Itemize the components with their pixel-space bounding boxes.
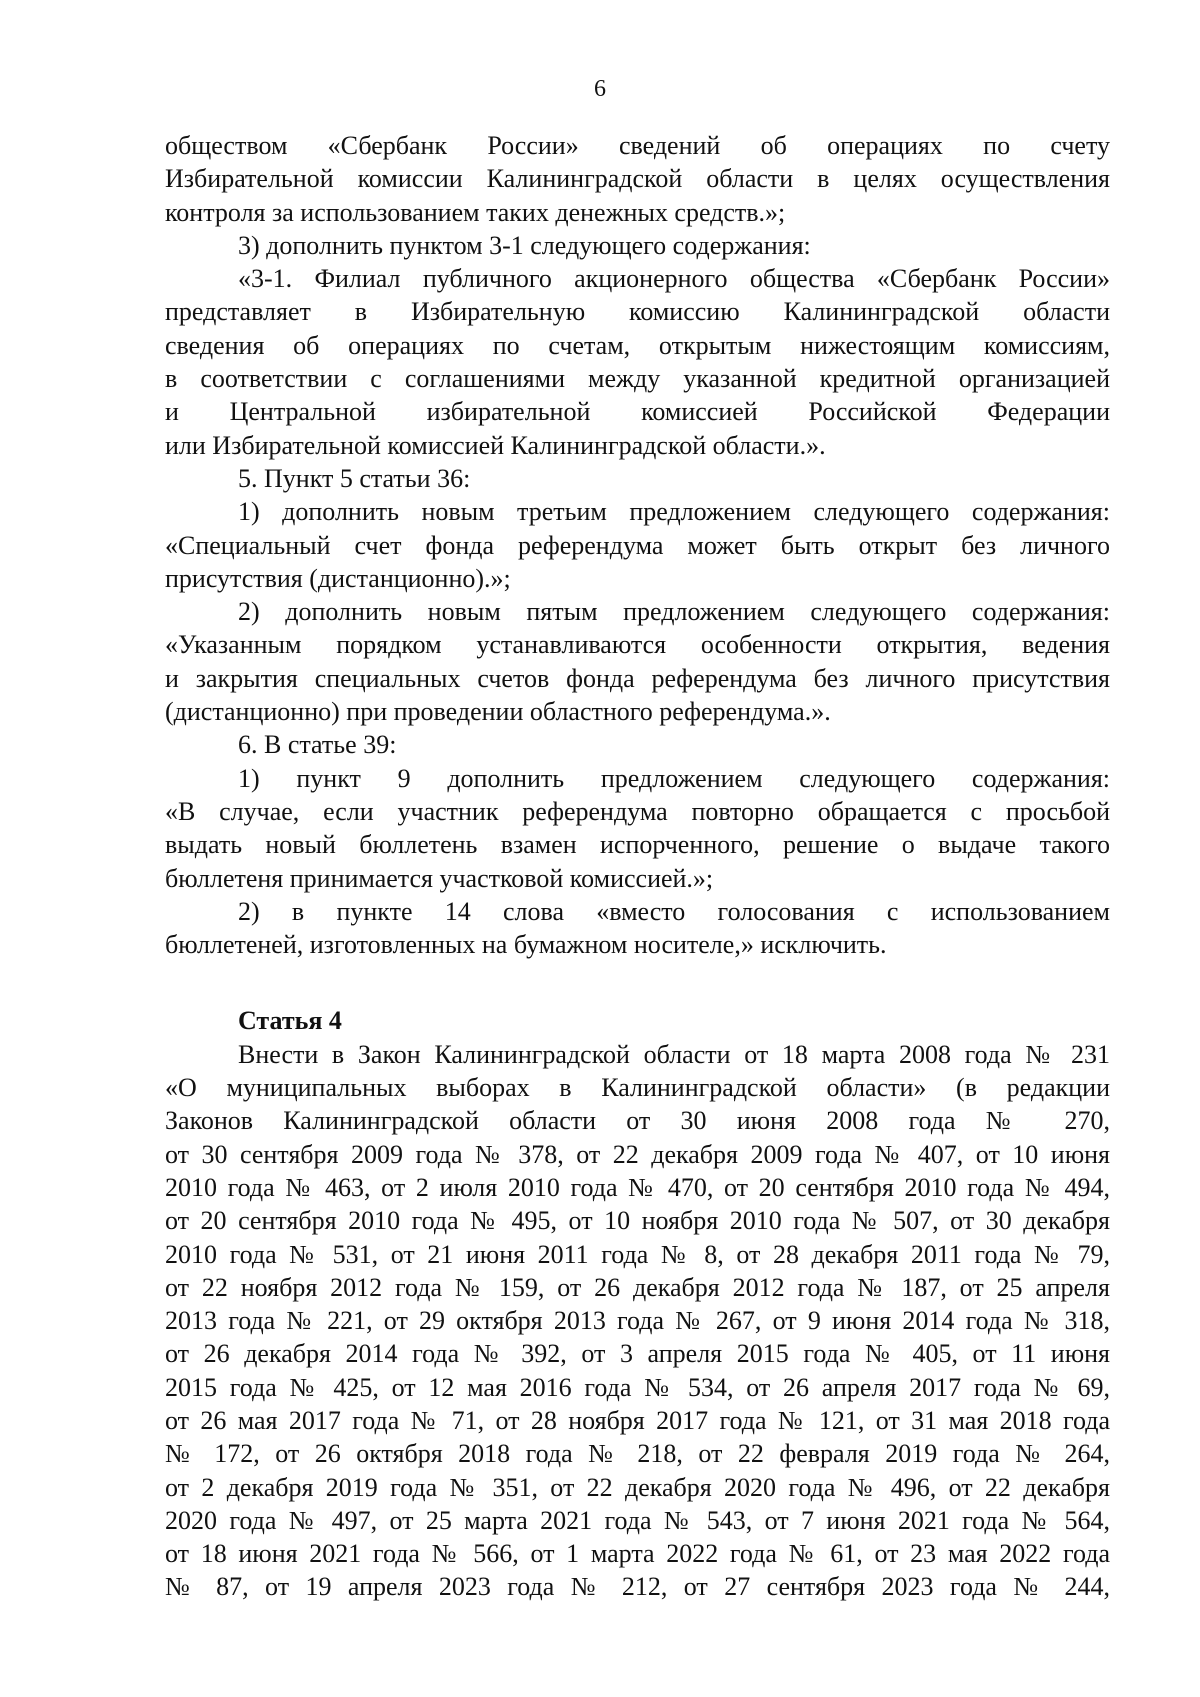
text-line: от 2 декабря 2019 года № 351, от 22 декабря 2020 года № 496, от 22 декабря bbox=[165, 1472, 1110, 1502]
text-line: от 26 мая 2017 года № 71, от 28 ноября 2017 года № 121, от 31 мая 2018 года bbox=[165, 1405, 1110, 1435]
text-line: и закрытия специальных счетов фонда референдума без личного присутствия bbox=[165, 663, 1110, 693]
page-number: 6 bbox=[594, 76, 606, 102]
text-line: контроля за использованием таких денежных средств.»; bbox=[165, 197, 786, 227]
text-line: «Указанным порядком устанавливаются особенности открытия, ведения bbox=[165, 630, 1110, 660]
text-line: 2010 года № 531, от 21 июня 2011 года № 8, от 28 декабря 2011 года № 79, bbox=[165, 1239, 1110, 1269]
text-line: 2) дополнить новым пятым предложением следующего содержания: bbox=[238, 597, 1110, 627]
text-line: № 87, от 19 апреля 2023 года № 212, от 27 сентября 2023 года № 244, bbox=[165, 1572, 1110, 1602]
text-line: 2020 года № 497, от 25 марта 2021 года № 543, от 7 июня 2021 года № 564, bbox=[165, 1505, 1110, 1535]
text-line: обществом «Сбербанк России» сведений об операциях по счету bbox=[165, 131, 1110, 160]
text-line: и Центральной избирательной комиссией Российской Федерации bbox=[165, 397, 1110, 427]
text-line: представляет в Избирательную комиссию Калининградской области bbox=[165, 297, 1110, 327]
text-line: Избирательной комиссии Калининградской области в целях осуществления bbox=[165, 164, 1110, 194]
text-line: «3-1. Филиал публичного акционерного общества «Сбербанк России» bbox=[238, 264, 1110, 294]
text-line: 1) дополнить новым третьим предложением следующего содержания: bbox=[238, 497, 1110, 527]
text-line: Законов Калининградской области от 30 июня 2008 года № 270, bbox=[165, 1106, 1110, 1136]
text-line: или Избирательной комиссией Калининградской области.». bbox=[165, 430, 826, 460]
text-line: 1) пункт 9 дополнить предложением следующего содержания: bbox=[238, 763, 1110, 793]
text-line: сведения об операциях по счетам, открытым нижестоящим комиссиям, bbox=[165, 330, 1110, 360]
text-line: 2) в пункте 14 слова «вместо голосования с использованием bbox=[238, 896, 1110, 926]
text-line: 2013 года № 221, от 29 октября 2013 года № 267, от 9 июня 2014 года № 318, bbox=[165, 1306, 1110, 1336]
text-line: присутствия (дистанционно).»; bbox=[165, 563, 511, 593]
text-line: «Специальный счет фонда референдума может быть открыт без личного bbox=[165, 530, 1110, 560]
text-line: 5. Пункт 5 статьи 36: bbox=[238, 463, 471, 493]
text-line: бюллетеней, изготовленных на бумажном носителе,» исключить. bbox=[165, 930, 887, 960]
text-line: бюллетеня принимается участковой комиссией.»; bbox=[165, 863, 714, 893]
document-body bbox=[165, 129, 1110, 1604]
text-line: от 26 декабря 2014 года № 392, от 3 апреля 2015 года № 405, от 11 июня bbox=[165, 1339, 1110, 1369]
text-line: от 18 июня 2021 года № 566, от 1 марта 2022 года № 61, от 23 мая 2022 года bbox=[165, 1539, 1110, 1569]
text-line: от 22 ноября 2012 года № 159, от 26 декабря 2012 года № 187, от 25 апреля bbox=[165, 1272, 1110, 1302]
text-line: 2015 года № 425, от 12 мая 2016 года № 534, от 26 апреля 2017 года № 69, bbox=[165, 1372, 1110, 1402]
text-line: «О муниципальных выборах в Калининградской области» (в редакции bbox=[165, 1073, 1110, 1103]
text-line: «В случае, если участник референдума повторно обращается с просьбой bbox=[165, 796, 1110, 826]
text-line: Внести в Закон Калининградской области от 18 марта 2008 года № 231 bbox=[238, 1039, 1110, 1069]
text-line: 6. В статье 39: bbox=[238, 730, 397, 760]
text-line: в соответствии с соглашениями между указанной кредитной организацией bbox=[165, 364, 1110, 394]
text-line: выдать новый бюллетень взамен испорченного, решение о выдаче такого bbox=[165, 830, 1110, 860]
text-line: № 172, от 26 октября 2018 года № 218, от 22 февраля 2019 года № 264, bbox=[165, 1439, 1110, 1469]
text-line: от 20 сентября 2010 года № 495, от 10 ноября 2010 года № 507, от 30 декабря bbox=[165, 1206, 1110, 1236]
text-line: от 30 сентября 2009 года № 378, от 22 декабря 2009 года № 407, от 10 июня bbox=[165, 1139, 1110, 1169]
article-heading: Статья 4 bbox=[238, 1006, 342, 1036]
text-line: (дистанционно) при проведении областного референдума.». bbox=[165, 697, 831, 727]
text-line: 3) дополнить пунктом 3-1 следующего содержания: bbox=[238, 230, 811, 260]
section-gap bbox=[165, 961, 1110, 1004]
text-line: 2010 года № 463, от 2 июля 2010 года № 470, от 20 сентября 2010 года № 494, bbox=[165, 1172, 1110, 1202]
